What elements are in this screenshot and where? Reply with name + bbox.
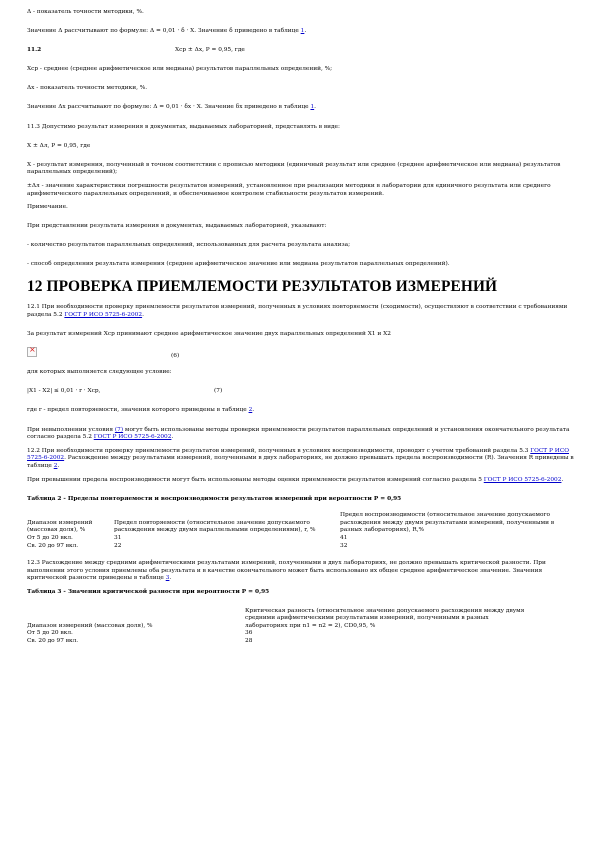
table-cell: 28 [245, 637, 253, 644]
table-header-cell: Диапазон измерений (массовая доля), % [27, 519, 93, 534]
table-3 [27, 608, 567, 646]
text: Значение Δx рассчитывают по формуле: Δ = 0,01 · δx · X. Значение δx приведено в таблице [27, 104, 311, 111]
link-gost[interactable]: ГОСТ Р ИСО 5725-6-2002 [27, 447, 570, 462]
text: . [57, 462, 60, 469]
table-header-cell: Критическая разность (относительное значение допускаемого расхождения между двумя средними арифметическими результатами измерений, полученными в разных лабораториях при n1 = n2 = 2), CD0,95, % [245, 607, 525, 629]
link-gost[interactable]: ГОСТ Р ИСО 5725-6-2002 [93, 434, 172, 441]
paragraph [27, 448, 575, 471]
table-cell: От 5 до 20 вкл. [27, 535, 73, 541]
text: где r - предел повторяемости, значения которого приведены в таблице [27, 407, 249, 414]
text: При превышении предела воспроизводимости могут быть использованы методы оценки приемлемости результатов измерений согласно раздела 5 [27, 476, 484, 483]
table-row [27, 535, 567, 543]
paragraph: Δ - показатель точности методики, %. [27, 9, 144, 15]
condition-formula: |X1 - X2| ≤ 0,01 · r · Xср, [27, 388, 101, 395]
text: . [561, 476, 564, 483]
link-table-3[interactable]: 3 [165, 575, 170, 582]
paragraph: X - результат измерения, полученный в точном соответствии с прописью методики (единичный результат или среднее (среднее арифметическое или медиана) результатов параллельных определений); [27, 161, 561, 176]
table-header-cell: Предел повторяемости (относительное значение допускаемого расхождения между двумя параллельными определениями), r, % [114, 519, 316, 534]
text: 12.1 При необходимости проверку приемлемости результатов измерений, полученных в условиях повторяемости (сходимости), осуществляют в соответствии с требованиями раздела 5.2 [27, 304, 568, 318]
paragraph: Xср - среднее (среднее арифметическое или медиана) результатов параллельных определений, %; [27, 66, 333, 73]
formula: Xср ± Δx, P = 0,95, где [175, 47, 245, 54]
text: Значение Δ рассчитывают по формуле: Δ = 0,01 · δ · X. Значение δ приведено в таблице [27, 28, 301, 35]
text: могут быть использованы методы проверки приемлемости результатов параллельных определений и установления окончательного результата согласно раздела 5.2 [27, 426, 570, 441]
note-heading: Примечание. [27, 204, 68, 211]
table-row [27, 630, 567, 638]
text: . [169, 575, 172, 582]
text: . [314, 104, 316, 111]
text: . [252, 407, 255, 414]
paragraph [27, 304, 575, 319]
broken-image-icon [27, 347, 37, 357]
link-table-1[interactable]: 1 [310, 104, 315, 111]
table-header-cell: Диапазон измерений (массовая доля), % [27, 622, 153, 629]
link-table-2[interactable]: 2 [248, 407, 253, 414]
paragraph [27, 104, 575, 112]
section-heading: 12 ПРОВЕРКА ПРИЕМЛЕМОСТИ РЕЗУЛЬТАТОВ ИЗМЕРЕНИЙ [27, 278, 498, 295]
paragraph [27, 477, 575, 485]
table-header-row [27, 608, 567, 631]
list-item: - количество результатов параллельных определений, использованных для расчета результата анализа; [27, 242, 351, 249]
link-condition-7[interactable]: (7) [114, 426, 124, 433]
text: 12.2 При необходимости проверку приемлемости результатов измерений, полученных в условиях воспроизводимости, проводят с учетом требований раздела 5.3 [27, 447, 531, 454]
text: 12.3 Расхождение между средними арифметическими результатами измерений, полученными в двух лабораториях, не должно превышать критической разности. При выполнении этого условия приемлемы оба результата и в качестве окончательного может быть использовано их общее среднее арифметическое значение. Значения критической разности приведены в таблице [27, 560, 546, 582]
equation-row [27, 347, 575, 361]
paragraph [27, 560, 575, 583]
document-body [27, 9, 575, 646]
table-header-row [27, 512, 567, 535]
link-table-2[interactable]: 2 [53, 462, 58, 469]
table-row [27, 543, 567, 551]
condition-line [27, 388, 575, 396]
link-gost[interactable]: ГОСТ Р ИСО 5725-6-2002 [483, 476, 562, 483]
text: . [171, 434, 174, 441]
paragraph: 11.3 Допустимо результат измерения в документах, выдаваемых лабораторией, представлять в виде: [27, 123, 340, 130]
table-cell: 31 [114, 535, 122, 541]
text: . Расхождение между результатами измерений, полученными в двух лабораториях, не должно превышать предела воспроизводимости (R). Значения R приведены в таблице [27, 455, 574, 469]
equation-number: (6) [171, 353, 180, 360]
text: . [142, 311, 144, 318]
paragraph [27, 407, 575, 415]
paragraph [27, 427, 575, 442]
paragraph: За результат измерений Xср принимают среднее арифметическое значение двух параллельных определений X1 и X2 [27, 330, 391, 337]
table-caption: Таблица 2 - Пределы повторяемости и воспроизводимости результатов измерений при вероятности P = 0,95 [27, 495, 402, 502]
table-cell: 32 [340, 542, 348, 549]
table-header-cell: Предел воспроизводимости (относительное значение допускаемого расхождения между двумя результатами измерений, полученными в разных лабораториях), R,% [340, 512, 555, 534]
table-cell: 22 [114, 542, 122, 549]
table-cell: Св. 20 до 97 вкл. [27, 542, 79, 549]
paragraph: Δx - показатель точности методики, %. [27, 85, 148, 92]
table-cell: Св. 20 до 97 вкл. [27, 637, 79, 644]
equation-number: (7) [214, 388, 223, 395]
table-cell: 41 [340, 535, 348, 541]
text: . [304, 28, 307, 35]
formula-line [27, 47, 575, 55]
table-row [27, 638, 567, 646]
link-gost[interactable]: ГОСТ Р ИСО 5725-6-2002 [64, 311, 143, 318]
table-caption: Таблица 3 - Значения критической разности при вероятности P = 0,95 [27, 588, 270, 595]
link-table-1[interactable]: 1 [300, 28, 305, 35]
list-item: - способ определения результата измерения (среднее арифметическое значение или медиана результатов параллельных определений). [27, 261, 450, 268]
table-cell: От 5 до 20 вкл. [27, 630, 73, 637]
clause-number: 11.2 [27, 47, 42, 54]
formula: X ± Δл, P = 0,95, где [27, 142, 91, 149]
table-2 [27, 512, 567, 550]
paragraph: ±Δл - значение характеристики погрешности результатов измерений, установленное при реализации методики в лаборатории для единичного результата или среднего арифметического параллельных определений, и обеспечиваемое контролем стабильности результатов измерений. [27, 182, 551, 197]
paragraph: для которых выполняется следующее условие: [27, 369, 172, 376]
paragraph [27, 28, 575, 36]
text: При невыполнении условия [27, 426, 115, 433]
table-cell: 36 [245, 630, 253, 637]
paragraph: При представлении результата измерения в документах, выдаваемых лабораторией, указывают: [27, 223, 327, 230]
